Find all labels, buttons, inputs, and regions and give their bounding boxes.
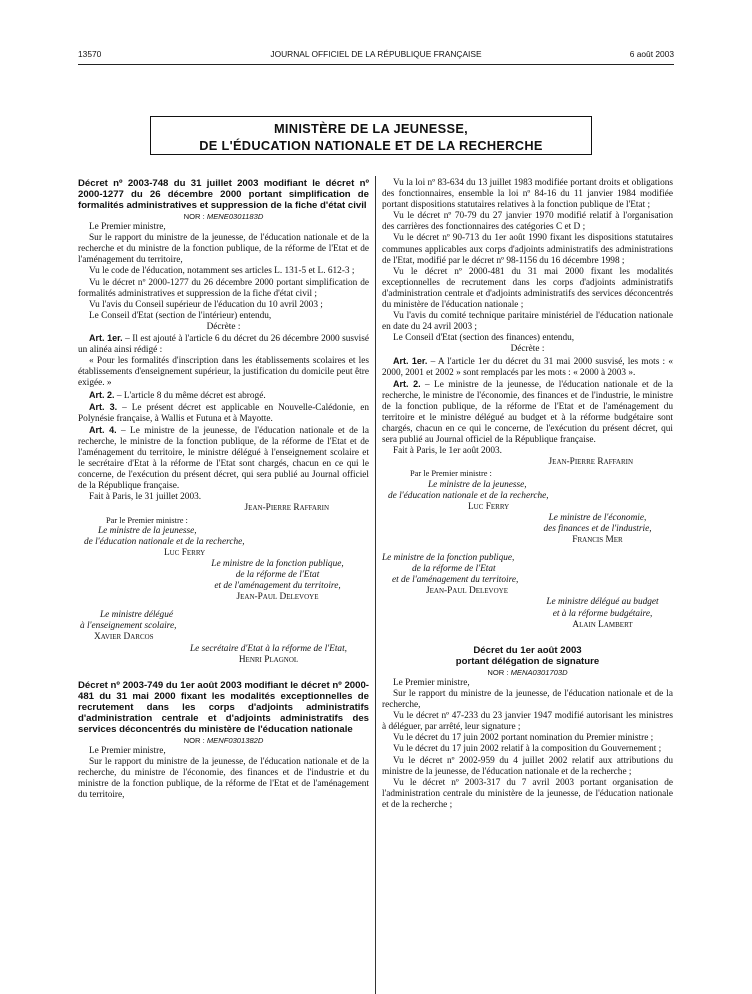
decree-1-p6: Le Conseil d'Etat (section de l'intérieur) entendu, [89, 310, 272, 321]
decree-2-r4: Vu le décret nº 2000-481 du 31 mai 2000 fixant les modalités exceptionnelles de recrutement dans les corps d'adjoints administratifs d'administration centrale et d'adjoints administratifs des services déconcentrés du ministère de l'éducation nationale ; [382, 266, 673, 311]
decree-1-fait: Fait à Paris, le 31 juillet 2003. [89, 492, 202, 503]
ministry-heading-box [150, 116, 592, 155]
decree-2-signer: Jean-Pierre Raffarin [548, 457, 633, 468]
ministry-line-1: MINISTÈRE DE LA JEUNESSE, [273, 121, 469, 136]
header-rule [78, 64, 674, 65]
decree-2-title: Décret nº 2003-749 du 1er août 2003 modifiant le décret nº 2000-481 du 31 mai 2000 fixant les modalités exceptionnelles de recrutement dans les corps d'adjoints administratifs d'administration centrale et d'adjoints administratifs des services déconcentrés du ministère de l'éducation nationale [78, 679, 369, 735]
decree-1-art-1-quote: « Pour les formalités d'inscription dans les établissements scolaires et les établissements d'enseignement supérieur, la justification du domicile peut être exigée. » [78, 356, 369, 389]
decree-3-p1: Le Premier ministre, [393, 677, 470, 688]
decree-2-art-2: Art. 2. – Le ministre de la jeunesse, de l'éducation nationale et de la recherche, le ministre de l'économie, des finances et de l'industrie, le ministre de la fonction publique, de la réforme de l'Etat et de l'aménagement du territoire et le ministre délégué au budget et à la réforme budgétaire sont chargés, chacun en ce qui le concerne, de l'exécution du présent décret, qui sera publié au Journal officiel de la République française. [382, 378, 673, 446]
ministry-line-2: DE L'ÉDUCATION NATIONALE ET DE LA RECHERCHE [199, 138, 543, 153]
decree-2-r6: Le Conseil d'Etat (section des finances) entendu, [393, 333, 575, 344]
decree-1-sig-block-4: Le secrétaire d'Etat à la réforme de l'Etat, Henri Plagnol [189, 643, 347, 665]
decree-1-p4: Vu le décret nº 2000-1277 du 26 décembre 2000 portant simplification de formalités administratives et suppression de la fiche d'état civil ; [78, 277, 369, 299]
decree-1-p2: Sur le rapport du ministre de la jeunesse, de l'éducation nationale et de la recherche et du ministre de la fonction publique, de la réforme de l'Etat et de l'aménagement du territoire, [78, 233, 369, 266]
decree-1-title: Décret nº 2003-748 du 31 juillet 2003 modifiant le décret nº 2000-1277 du 26 décembre 2000 portant simplification de formalités administratives et suppression de la fiche d'état civil [78, 178, 369, 211]
page-number: 13570 [78, 49, 102, 59]
decree-2-r2: Vu le décret nº 70-79 du 27 janvier 1970 modifié relatif à l'organisation des carrières des fonctionnaires des catégories C et D ; [382, 211, 673, 233]
decree-2-sig-block-4: Le ministre délégué au budget et à la réforme budgétaire, Alain Lambert [546, 597, 659, 630]
decree-1-p5: Vu l'avis du Conseil supérieur de l'éducation du 10 avril 2003 ; [89, 299, 323, 310]
column-divider [375, 176, 376, 994]
decree-2-par: Par le Premier ministre : [410, 469, 492, 479]
decree-1-sig-block-3: Le ministre délégué à l'enseignement scolaire, Xavier Darcos [80, 610, 177, 643]
decree-1-art-1: Art. 1er. – Il est ajouté à l'article 6 du décret du 26 décembre 2000 susvisé un alinéa ainsi rédigé : [78, 333, 369, 356]
decree-2-sig-block-2: Le ministre de l'économie, des finances et de l'industrie, Francis Mer [543, 512, 652, 545]
decree-3-title-1: Décret du 1er août 2003 [473, 644, 582, 656]
decree-2-nor: NOR : MENF0301382D [183, 735, 264, 745]
decree-1-sig-block-2: Le ministre de la fonction publique, de la réforme de l'Etat et de l'aménagement du territoire, Jean-Paul Delevoye [211, 558, 344, 603]
journal-title: JOURNAL OFFICIEL DE LA RÉPUBLIQUE FRANÇAISE [270, 49, 482, 59]
decree-3-p4: Vu le décret du 17 juin 2002 portant nomination du Premier ministre ; [393, 733, 654, 744]
decree-2-sig-block-1: Le ministre de la jeunesse, de l'éducation nationale et de la recherche, Luc Ferry [388, 479, 549, 512]
decree-2-r5: Vu l'avis du comité technique paritaire ministériel de l'éducation nationale en date du 24 avril 2003 ; [382, 311, 673, 333]
decree-2-sig-block-3: Le ministre de la fonction publique, de la réforme de l'Etat et de l'aménagement du territoire, Jean-Paul Delevoye [382, 553, 519, 597]
decree-3-nor: NOR : MENA0301703D [487, 667, 568, 677]
decree-3-p7: Vu le décret nº 2003-317 du 7 avril 2003 portant organisation de l'administration centrale du ministère de la jeunesse, de l'éducation nationale et de la recherche ; [382, 777, 673, 810]
decree-1-par: Par le Premier ministre : [106, 515, 188, 525]
right-column [382, 178, 673, 811]
decree-3-p5: Vu le décret du 17 juin 2002 relatif à la composition du Gouvernement ; [393, 744, 662, 755]
decree-2-p1: Le Premier ministre, [89, 745, 166, 756]
decree-2-r1: Vu la loi nº 83-634 du 13 juillet 1983 modifiée portant droits et obligations des fonctionnaires, ensemble la loi nº 84-16 du 11 janvier 1984 modifiée portant dispositions statutaires relatives à la fonction publique de l'Etat ; [382, 178, 673, 211]
decree-3-p2: Sur le rapport du ministre de la jeunesse, de l'éducation nationale et de la recherche, [382, 688, 673, 711]
page-header [78, 49, 674, 63]
decree-1-art-3: Art. 3. – Le présent décret est applicable en Nouvelle-Calédonie, en Polynésie française, à Wallis et Futuna et à Mayotte. [78, 401, 369, 424]
decree-1-decrete: Décrète : [206, 321, 241, 332]
issue-date: 6 août 2003 [629, 49, 674, 59]
decree-3-p3: Vu le décret nº 47-233 du 23 janvier 1947 modifié autorisant les ministres à déléguer, par arrêté, leur signature ; [382, 711, 673, 733]
decree-3-title-2: portant délégation de signature [455, 655, 600, 667]
decree-3-p6: Vu le décret nº 2002-959 du 4 juillet 2002 relatif aux attributions du ministre de la jeunesse, de l'éducation nationale et de la recherche ; [382, 755, 673, 777]
decree-1-p3: Vu le code de l'éducation, notamment ses articles L. 131-5 et L. 612-3 ; [89, 266, 355, 277]
decree-1-nor: NOR : MENE0301183D [183, 212, 264, 221]
decree-1-art-2: Art. 2. – L'article 8 du même décret est abrogé. [89, 389, 266, 401]
decree-1-p1: Le Premier ministre, [89, 222, 166, 233]
left-column [78, 178, 369, 801]
decree-2-r3: Vu le décret nº 90-713 du 1er août 1990 fixant les dispositions statutaires communes applicables aux corps d'adjoints administratifs des administrations de l'Etat, modifié par le décret nº 98-1156 du 16 décembre 1998 ; [382, 233, 673, 266]
decree-1-signer: Jean-Pierre Raffarin [244, 503, 329, 514]
decree-1-sig-block-1: Le ministre de la jeunesse, de l'éducation nationale et de la recherche, Luc Ferry [84, 525, 245, 558]
decree-2-fait: Fait à Paris, le 1er août 2003. [393, 446, 502, 457]
decree-2-p2: Sur le rapport du ministre de la jeunesse, de l'éducation nationale et de la recherche, du ministre de l'économie, des finances et de l'industrie et du ministre de la fonction publique, de la réforme de l'Etat et de l'aménagement du territoire, [78, 756, 369, 801]
decree-2-decrete: Décrète : [510, 344, 545, 355]
decree-1-art-4: Art. 4. – Le ministre de la jeunesse, de l'éducation nationale et de la recherche, le ministre de la fonction publique, de la réforme de l'Etat et de l'aménagement du territoire, le ministre délégué à l'enseignement scolaire et le secrétaire d'Etat à la réforme de l'Etat sont chargés, chacun en ce qui le concerne, de l'exécution du présent décret, qui sera publié au Journal officiel de la République française. [78, 424, 369, 492]
decree-2-art-1: Art. 1er. – A l'article 1er du décret du 31 mai 2000 susvisé, les mots : « 2000, 2001 et 2002 » sont remplacés par les mots : « 2000 à 2003 ». [382, 355, 673, 378]
